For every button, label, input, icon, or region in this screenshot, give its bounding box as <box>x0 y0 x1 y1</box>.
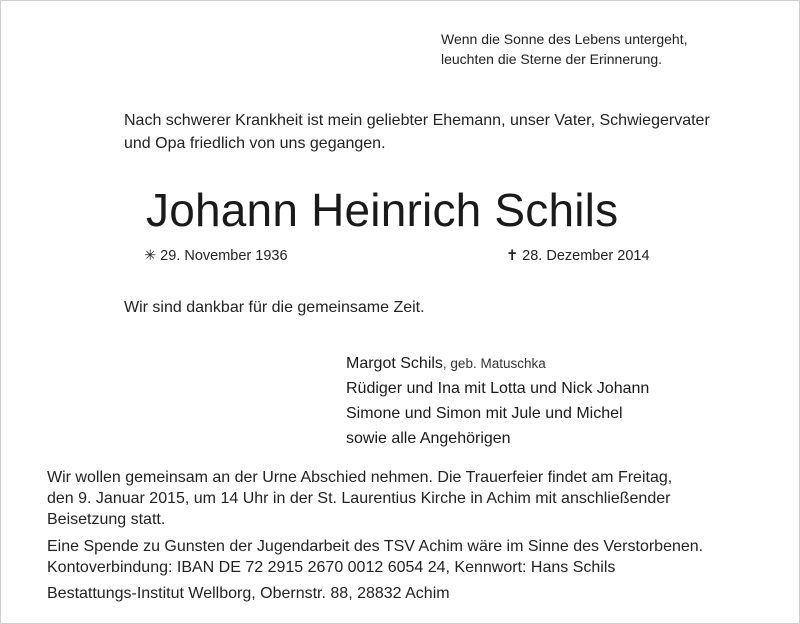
intro-text <box>124 109 774 155</box>
widow-name: Margot Schils <box>346 355 443 372</box>
mourner-line-2: Rüdiger und Ina mit Lotta und Nick Johann <box>346 380 650 397</box>
funeral-line-2: den 9. Januar 2015, um 14 Uhr in der St. Laurentius Kirche in Achim mit anschließender <box>47 490 671 507</box>
birth-star-icon: ✳ <box>144 248 157 264</box>
thanks-text: Wir sind dankbar für die gemeinsame Zeit. <box>124 299 425 316</box>
intro-line-2: und Opa friedlich von uns gegangen. <box>124 135 386 152</box>
death-date: 28. Dezember 2014 <box>522 248 650 264</box>
donation-line-2: Kontoverbindung: IBAN DE 72 2915 2670 0012 6054 24, Kennwort: Hans Schils <box>47 559 616 576</box>
widow-maiden-name: , geb. Matuschka <box>442 356 546 371</box>
undertaker-line: Bestattungs-Institut Wellborg, Obernstr. 88, 28832 Achim <box>47 585 450 602</box>
deceased-name: Johann Heinrich Schils <box>146 184 619 236</box>
funeral-notice <box>47 467 777 604</box>
epigraph-quote <box>441 29 687 69</box>
funeral-line-3: Beisetzung statt. <box>47 511 166 528</box>
mourners-list <box>346 351 649 451</box>
quote-line-1: Wenn die Sonne des Lebens untergeht, <box>441 31 688 47</box>
death-date-line <box>506 246 650 266</box>
donation-line-1: Eine Spende zu Gunsten der Jugendarbeit des TSV Achim wäre im Sinne des Verstorbenen. <box>47 538 704 555</box>
birth-date-line <box>144 246 288 266</box>
mourner-line-4: sowie alle Angehörigen <box>346 430 511 447</box>
mourner-line-1 <box>346 351 649 376</box>
mourner-line-3: Simone und Simon mit Jule und Michel <box>346 405 623 422</box>
quote-line-2: leuchten die Sterne der Erinnerung. <box>441 51 663 67</box>
funeral-line-1: Wir wollen gemeinsam an der Urne Abschied nehmen. Die Trauerfeier findet am Freitag, <box>47 469 673 486</box>
birth-date: 29. November 1936 <box>160 248 288 264</box>
death-cross-icon: ✝ <box>506 248 519 264</box>
intro-line-1: Nach schwerer Krankheit ist mein geliebter Ehemann, unser Vater, Schwiegervater <box>124 112 710 129</box>
